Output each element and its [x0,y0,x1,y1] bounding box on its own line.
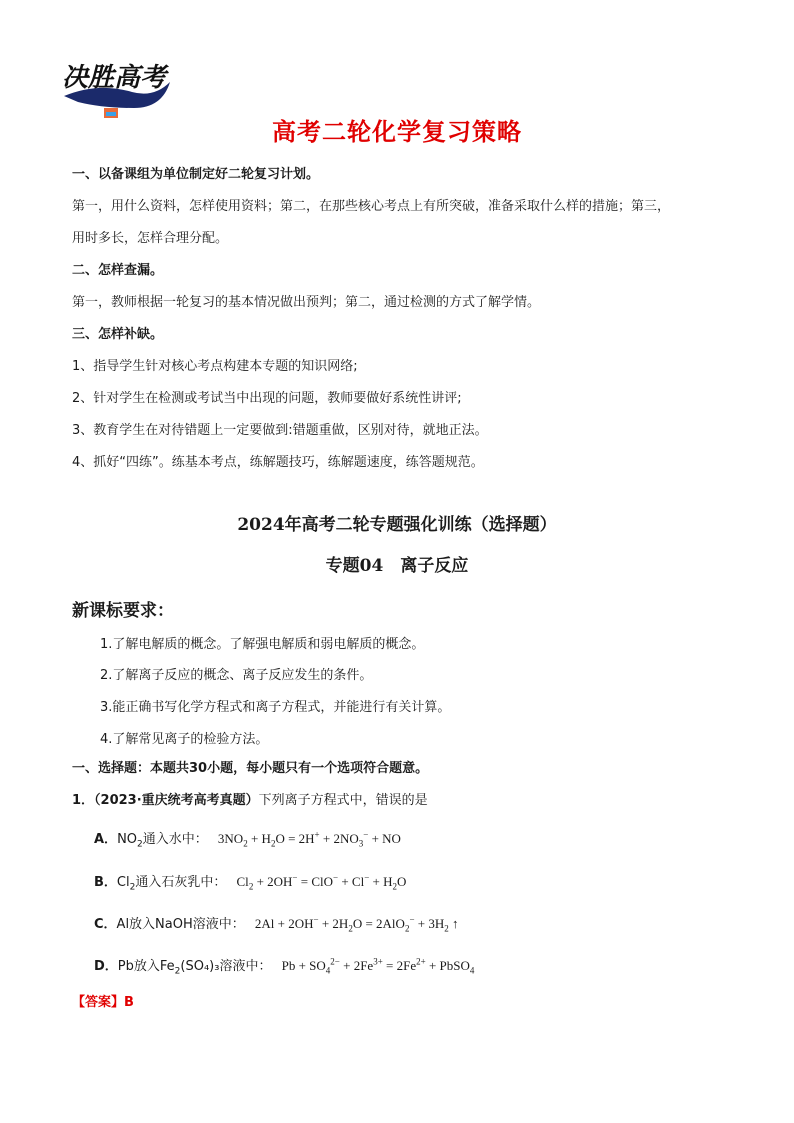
topic-title: 专题04 离子反应 [325,556,469,576]
requirement-item: 3.能正确书写化学方程式和离子方程式，并能进行有关计算。 [100,700,451,715]
strategy-paragraph-1a: 第一，用什么资料，怎样使用资料；第二，在那些核心考点上有所突破，准备采取什么样的措施；第三， [72,199,671,214]
requirements-heading: 新课标要求： [72,601,174,621]
strategy-item: 4、抓好“四练”。练基本考点，练解题技巧，练解题速度，练答题规范。 [72,455,484,470]
logo-text: 决胜高考 [62,63,167,93]
equation-c: $2Al + 2OH^- + 2H_2O = 2AlO_2^- + 3H_2$ ↑ [254,914,459,934]
strategy-item: 2、针对学生在检测或考试当中出现的问题，教师要做好系统性讲评; [72,391,462,406]
answer-label: 【答案】 [72,995,125,1010]
option-d[interactable]: D．Pb放入$Fe_2(SO_4)_3$溶液中： $Pb + SO_4^{2-} + 2Fe^{3+} = 2Fe^{2+}$ + PbSO$_4$ [94,956,475,977]
equation-d: $Pb + SO_4^{2-} + 2Fe^{3+} = 2Fe^{2+}$ + PbSO$_4$ [281,956,475,976]
page-title: 高考二轮化学复习策略 [272,118,522,146]
question-number: 1． [72,793,95,808]
mc-heading: 一、选择题：本题共30小题，每小题只有一个选项符合题意。 [72,761,429,776]
answer-value: B [124,995,134,1010]
option-a[interactable]: A．$NO_2$通入水中： $3NO_2 + H_2O = 2H^+ + 2NO_3^-$ + NO [94,829,401,850]
strategy-heading-2: 二、怎样查漏。 [72,263,164,278]
strategy-item: 3、教育学生在对待错题上一定要做到:错题重做，区别对待，就地正法。 [72,423,488,438]
equation-b: $Cl_2 + 2OH^- = ClO^- + Cl^- + H_2O$ [236,872,407,892]
strategy-heading-1: 一、以备课组为单位制定好二轮复习计划。 [72,167,320,182]
question-source: （2023·重庆统考高考真题） [94,793,259,808]
strategy-paragraph-2: 第一，教师根据一轮复习的基本情况做出预判；第二，通过检测的方式了解学情。 [72,295,541,310]
strategy-heading-3: 三、怎样补缺。 [72,327,164,342]
section-title: 2024年高考二轮专题强化训练（选择题） [237,515,557,535]
answer [72,991,134,1010]
option-c[interactable]: C．Al放入NaOH溶液中： $2Al + 2OH^- + 2H_2O = 2AlO_2^- + 3H_2$ ↑ [94,914,459,934]
requirement-item: 1.了解电解质的概念。了解强电解质和弱电解质的概念。 [100,637,425,652]
requirement-item: 2.了解离子反应的概念、离子反应发生的条件。 [100,668,373,683]
strategy-paragraph-1b: 用时多长，怎样合理分配。 [72,231,229,246]
strategy-item: 1、指导学生针对核心考点构建本专题的知识网络; [72,359,358,374]
option-b[interactable]: B．$Cl_2$通入石灰乳中： $Cl_2 + 2OH^- = ClO^- + Cl^- + H_2O$ [94,872,407,893]
equation-a: $3NO_2 + H_2O = 2H^+ + 2NO_3^-$ + NO [217,829,401,849]
requirement-item: 4.了解常见离子的检验方法。 [100,732,269,747]
question-stem [72,792,428,810]
question-text: 下列离子方程式中，错误的是 [258,793,428,808]
